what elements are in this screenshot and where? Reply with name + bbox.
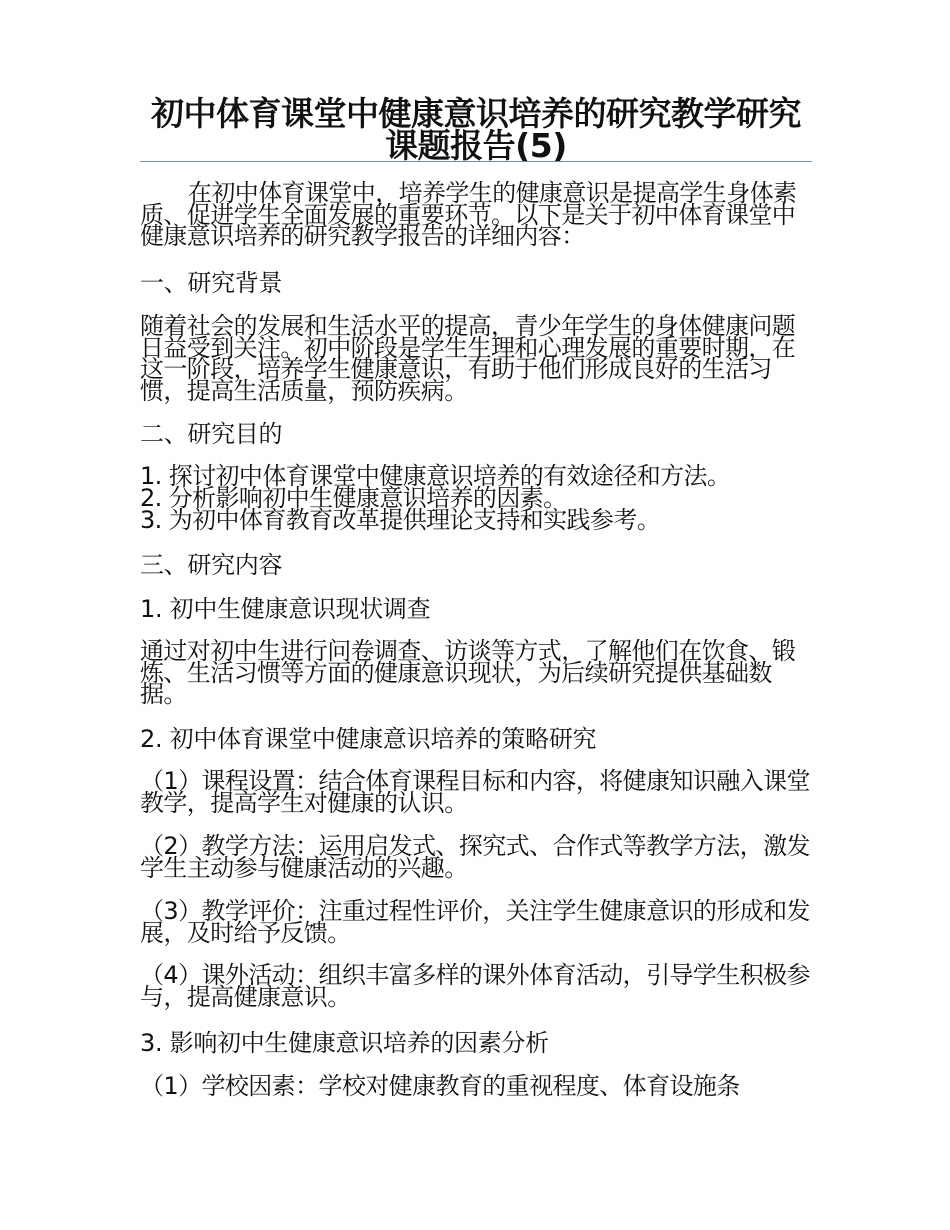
subsection-heading-factors: 3. 影响初中生健康意识培养的因素分析 <box>140 1029 549 1057</box>
survey-paragraph: 通过对初中生进行问卷调查、访谈等方式，了解他们在饮食、锻炼、生活习惯等方面的健康意识现状，为后续研究提供基础数据。 <box>140 637 796 708</box>
section-heading-purpose: 二、研究目的 <box>140 420 283 448</box>
intro-paragraph: 在初中体育课堂中，培养学生的健康意识是提高学生身体素质、促进学生全面发展的重要环节。以下是关于初中体育课堂中健康意识培养的研究教学报告的详细内容： <box>140 179 797 250</box>
strategy-item-2: （2）教学方法：运用启发式、探究式、合作式等教学方法，激发学生主动参与健康活动的兴趣。 <box>140 832 810 882</box>
goal-item-1: 1. 探讨初中体育课堂中健康意识培养的有效途径和方法。 <box>140 462 731 490</box>
document-title: 初中体育课堂中健康意识培养的研究教学研究课题报告(5) <box>151 94 801 165</box>
title-divider <box>140 161 812 162</box>
strategy-item-3: （3）教学评价：注重过程性评价，关注学生健康意识的形成和发展，及时给予反馈。 <box>140 897 810 947</box>
section-heading-content: 三、研究内容 <box>140 551 283 579</box>
subsection-heading-strategy: 2. 初中体育课堂中健康意识培养的策略研究 <box>140 725 597 753</box>
section-heading-background: 一、研究背景 <box>140 269 283 297</box>
strategy-item-4: （4）课外活动：组织丰富多样的课外体育活动，引导学生积极参与，提高健康意识。 <box>140 961 810 1011</box>
factor-item-1: （1）学校因素：学校对健康教育的重视程度、体育设施条 <box>140 1072 740 1100</box>
strategy-item-1: （1）课程设置：结合体育课程目标和内容，将健康知识融入课堂教学，提高学生对健康的认识。 <box>140 767 810 817</box>
subsection-heading-survey: 1. 初中生健康意识现状调查 <box>140 595 431 623</box>
background-paragraph: 随着社会的发展和生活水平的提高，青少年学生的身体健康问题日益受到关注。初中阶段是学生生理和心理发展的重要时期，在这一阶段，培养学生健康意识，有助于他们形成良好的生活习惯，提高生活质量，预防疾病。 <box>140 312 796 405</box>
goal-item-3: 3. 为初中体育教育改革提供理论支持和实践参考。 <box>140 506 661 534</box>
goal-item-2: 2. 分析影响初中生健康意识培养的因素。 <box>140 484 567 512</box>
